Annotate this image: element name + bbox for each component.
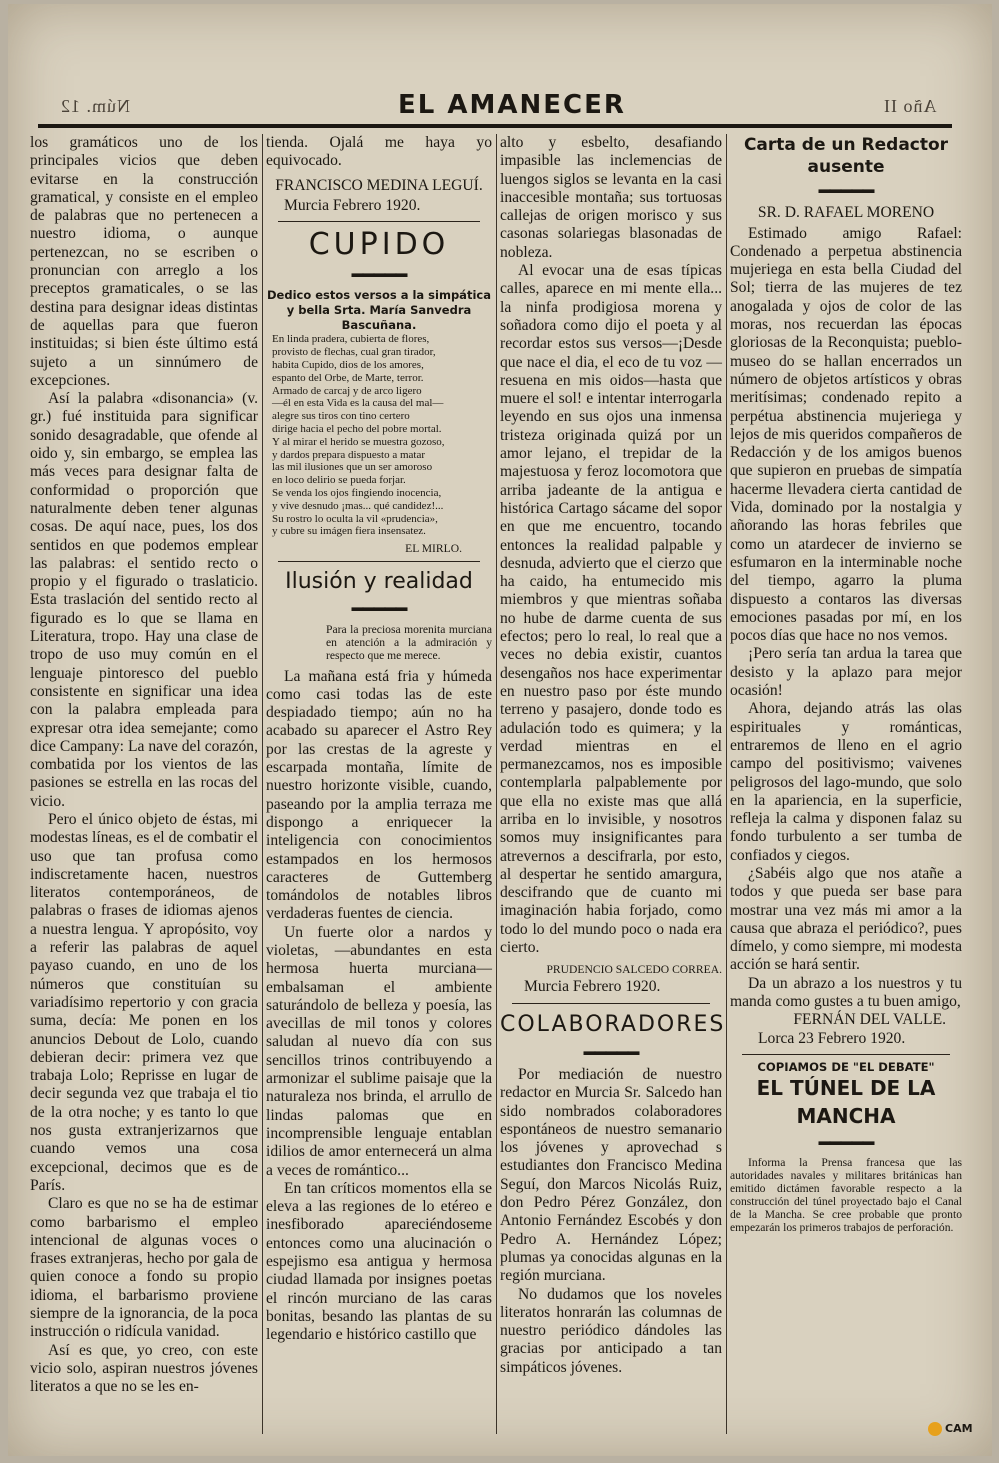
author-signature: PRUDENCIO SALCEDO CORREA. [546, 963, 722, 977]
divider [278, 561, 480, 562]
masthead [38, 90, 952, 132]
poem-line: en loco delirio se pueda forjar. [272, 474, 406, 487]
poem-dedication: Dedico estos versos a la simpática y bella Srta. María Sanvedra Bascuñana. [267, 288, 491, 333]
poem [266, 333, 492, 538]
article-ending: tienda. Ojalá me haya yo equivocado. [266, 134, 492, 170]
column-2 [266, 134, 492, 1345]
article-dedication: Para la preciosa morenita murciana en atención a la admiración y respecto que me merece. [326, 622, 492, 662]
column-divider [262, 134, 263, 1434]
cupido-heading: CUPIDO [308, 227, 450, 263]
divider [278, 221, 480, 222]
article-paragraph: Así la palabra «disonancia» (v. gr.) fué instituida para significar sonido desagradable, que ofende al oido y, sin embargo, se emplea las más veces para designar falta de conformidad o proporción que naturalmente deben tener algunas cosas. De aquí nace, pues, los dos sentidos en que podemos emplear las palabras: el sentido recto o propio y el figurado o traslaticio. Esta traslación del sentido recto al figurado es lo que se llama en Literatura, tropo. Hay una clase de tropo de uso muy común en el lenguaje pintoresco del pueblo consistente en significar una idea con la palabra empleada para expresar otra idea semejante; como dice Campany: La nave del corazón, combatida por los vientos de las pasiones se estrella en las rocas del vicio. [30, 390, 258, 810]
ornament: ▬▬▬▬▬ [818, 1133, 874, 1148]
poem-line: las mil ilusiones que un ser amoroso [272, 461, 433, 474]
poem-line: espanto del Orbe, de Marte, terror. [272, 371, 424, 384]
tunel-heading: EL TÚNEL DE LA MANCHA [756, 1075, 936, 1128]
letter-signature: FERNÁN DEL VALLE. [793, 1011, 946, 1029]
ornament: ▬▬▬▬▬ [351, 600, 407, 615]
letter-paragraph: ¡Pero sería tan ardua la tarea que desisto y la aplazo para mejor ocasión! [730, 645, 962, 700]
article-paragraph: Al evocar una de esas típicas calles, aparece en mi mente ella... la ninfa prodigiosa morena y soñadora como dijo el poeta y al recordar estos sus versos—¡Desde que nace el dia, el eco de tu voz —resuena en mis oidos—hasta que muere el sol! e intentar interrogarla leyendo en sus ojos una inmensa tristeza originada quizá por un amor lejano, el trepidar de la majestuosa y feroz locomotora que arriba jadeante de la antigua e histórica Cartago sácame del sopor en que me encuentro, tocando entonces la realidad palpable y desnuda, advierto que el cierzo que ha caido, ha entumecido mis miembros y que mientras soñaba no hube de darme cuenta de sus efectos; pero lo real, lo real que a veces no debia existir, cuantos desengaños nos hace experimentar en nuestro paso por éste mundo terreno y pasajero, donde todo es adulación todo es quimera; y la verdad mientras en el permanezcamos, nos es imposible contemplarla palpablemente por que ella no existe mas que allá arriba en lo invisible, y nosotros somos muy insignificantes para atrevernos a descifrarla, por esto, al despertar he sentido amargura, descifrando que de cuanto mi imaginación habia forjado, como todo lo del mundo poco o nada era cierto. [500, 262, 722, 957]
letter-paragraph: Estimado amigo Rafael: Condenado a perpetua abstinencia mujeriega en esta bella Ciudad del Sol; tierra de las mujeres de tez anogalada y ojos de color de las moras, nos recuerdan las épocas gloriosas de la Reconquista; pueblo-museo do se hallan encerrados un número de objetos artísticos y obras meritísimas; condenado repito a perpétua abstinencia mujeriega y lejos de mis queridos compañeros de Redacción y de los amigos buenos que supieron en pruebas de simpatía hacerme llevadera cierta cantidad de Vida, dominado por la nostalgia y añorando las horas febriles que como un atardecer de invierno se esfumaron en la interminable noche del tiempo, agarro la pluma dispuesto a contaros las diversas emociones pasadas por mí, en los pocos días que hace no nos vemos. [730, 224, 962, 645]
divider [742, 1054, 950, 1055]
ilusion-heading: Ilusión y realidad [285, 569, 473, 595]
poem-signature: EL MIRLO. [405, 542, 462, 556]
masthead-rule [38, 124, 952, 128]
poem-line: provisto de flechas, cual gran tirador, [272, 346, 436, 359]
article-paragraph: Así es que, yo creo, con este vicio solo, aspiran nuestros jóvenes literatos a que no se les en- [30, 1341, 258, 1396]
mirrored-issue-number: Núm. 12 [60, 96, 130, 116]
source-label: COPIAMOS DE "EL DEBATE" [757, 1059, 935, 1074]
author-signature: FRANCISCO MEDINA LEGUÍ. [275, 176, 483, 194]
article-paragraph: La mañana está fria y húmeda como casi todas las de este despiadado tiempo; aún no ha acabado su aparecer el Astro Rey por las crestas de la agreste y escarpada montaña, límite de nuestro horizonte visible, cuando, paseando por la amplia terraza me dispongo a enriquecer la inteligencia con conocimientos estampados en los hermosos caracteres de Guttemberg tomándolos de notables libros verdaderas fuentes de ciencia. [266, 667, 492, 923]
article-paragraph: alto y esbelto, desafiando impasible las inclemencias de luengos siglos se levanta en la casi inaccesible montaña; sus tortuosas callejas de origen morisco y sus casonas solariegas blasonadas de nobleza. [500, 134, 722, 261]
poem-line: y vive desnudo ¡mas... qué candidez!... [272, 499, 444, 512]
ornament: ▬▬▬▬▬ [818, 182, 874, 196]
column-1 [30, 134, 258, 1396]
article-paragraph: los gramáticos uno de los principales vicios que deben evitarse en la construcción gramatical, y consiste en el empleo de palabras que no pertenecen a nuestro idioma, o aunque pertenezcan, no se escriben o pronuncian con arreglo a los preceptos gramaticales, o se las destina para designar ideas distintas de aquellas para que fueron instituidas; si bien éste último está sujeto a un sinnúmero de excepciones. [30, 134, 258, 389]
ornament: ▬▬▬▬▬ [351, 266, 407, 281]
poem-line: Su rostro lo oculta la vil «prudencia», [272, 512, 438, 525]
archive-logo [928, 1422, 988, 1444]
colaboradores-heading: COLABORADORES [500, 1011, 726, 1037]
article-paragraph: Por mediación de nuestro redactor en Murcia Sr. Salcedo han sido nombrados colaboradores espontáneos de nuestro semanario los jóvenes y aprovechad s estudiantes don Francisco Medina Seguí, don Marcos Nicolás Ruiz, don Pedro Pérez González, don Antonio Fernández Escobés y don Pedro A. Hernández López; plumas ya conocidas algunas en la región murciana. [500, 1065, 722, 1285]
column-3 [500, 134, 726, 1377]
poem-line: y cubre su imágen fiera insensatez. [272, 525, 426, 538]
poem-line: En linda pradera, cubierta de flores, [272, 333, 430, 346]
logo-text: CAM [945, 1422, 973, 1435]
newspaper-title: EL AMANECER [398, 90, 626, 120]
poem-line: Y al mirar el herido se muestra gozoso, [272, 435, 445, 448]
column-divider [496, 134, 497, 1434]
poem-line: —él en esta Vida es la causa del mal— [272, 397, 444, 410]
poem-line: habita Cupido, dios de los amores, [272, 359, 424, 372]
logo-dot-icon [928, 1422, 942, 1436]
letter-paragraph: Ahora, dejando atrás las olas espirituales y románticas, entraremos de lleno en el agrio campo del positivismo; vaivenes peligrosos del lago-mundo, que solo en la apariencia, en la superficie, refleja la calma y disponen falaz su fondo turbulento a ser tumba de confiados y ciegos. [730, 700, 962, 864]
article-paragraph: No dudamos que los noveles literatos honrarán las columnas de nuestro periódico dándoles las gracias por anticipado a tan simpáticos jóvenes. [500, 1285, 722, 1376]
signature-place-date: Murcia Febrero 1920. [524, 978, 661, 996]
poem-line: Armado de carcaj y de arco ligero [272, 384, 422, 397]
letter-paragraph: Da un abrazo a los nuestros y tu manda como gustes a tu buen amigo, [730, 974, 962, 1011]
divider [512, 1003, 710, 1004]
article-paragraph: Pero el único objeto de éstas, mi modestas líneas, es el de combatir el uso que tan profusa como indiscretamente hacen, nuestros literatos contemporáneos, de palabras o frases de idiomas ajenos a nuestra lengua. Y apropósito, voy a referir las palabras de aquel payaso cuando, en uno de los números que constituían su variadísimo repertorio y con gracia suma, decía: Me ponen en los anuncios Debout de Lolo, cuando debieran decir: primera vez que trabaja Lolo; Reprisse en lugar de decir segunda vez que trabaja el tio de la otra noche; y es tanto lo que nos gusta extranjerizarnos que cuando vemos una cosa excepcional, decimos que es de París. [30, 810, 258, 1194]
poem-line: alegre sus tiros con tino certero [272, 410, 410, 423]
column-divider [726, 134, 727, 1434]
article-paragraph: Claro es que no se ha de estimar como barbarismo el empleo intencional de algunas voces o frases extranjeras, hecho por gala de quien conoce a fondo su propio idioma, el barbarismo proviene siempre de la ignorancia, de la poca instrucción o ridícula vanidad. [30, 1195, 258, 1341]
article-paragraph: En tan críticos momentos ella se eleva a las regiones de lo etéreo e inesfiborado apareciéndoseme entonces como una alucinación o espejismo esa antigua y hermosa ciudad llamada por insignes poetas el rincón murciano de las caras bonitas, besando las plantas de su legendario e histórico castillo que [266, 1179, 492, 1344]
news-paragraph: Informa la Prensa francesa que las autoridades navales y militares británicas han emitido dictámen favorable respecto a la construcción del túnel proyectado bajo el Canal de la Mancha. Se cree probable que pronto empezarán los primeros trabajos de perforación. [730, 1156, 962, 1235]
signature-place-date: Lorca 23 Febrero 1920. [758, 1029, 906, 1047]
signature-place-date: Murcia Febrero 1920. [284, 196, 421, 214]
poem-line: Se venda los ojos fingiendo inocencia, [272, 487, 442, 500]
poem-line: y dardos prepara dispuesto a matar [272, 448, 426, 461]
poem-line: dirige hacia el pecho del pobre mortal. [272, 423, 442, 436]
column-4 [730, 134, 962, 1234]
carta-heading: Carta de un Redactor ausente [743, 135, 949, 177]
letter-salutation: SR. D. RAFAEL MORENO [757, 204, 935, 222]
article-paragraph: Un fuerte olor a nardos y violetas, —abundantes en esta hermosa huerta murciana—embalsaman el ambiente saturándolo de belleza y poesía, las avecillas de mil tonos y colores saludan al nuevo día con sus sencillos trinos contribuyendo a armonizar el sublime paisaje que la naturaleza nos brinda, el arrullo de lindas palomas que en incomprensible lenguaje entablan idilios de amor enternecerá un alma a veces de romántico... [266, 923, 492, 1179]
ornament: ▬▬▬▬▬ [583, 1043, 639, 1058]
letter-paragraph: ¿Sabéis algo que nos atañe a todos y que pueda ser base para mostrar una vez más mi amor a la causa que abraza el periódico?, pues dímelo, y como siempre, mi modesta acción se hará sentir. [730, 864, 962, 974]
mirrored-year: Año II [882, 96, 936, 116]
